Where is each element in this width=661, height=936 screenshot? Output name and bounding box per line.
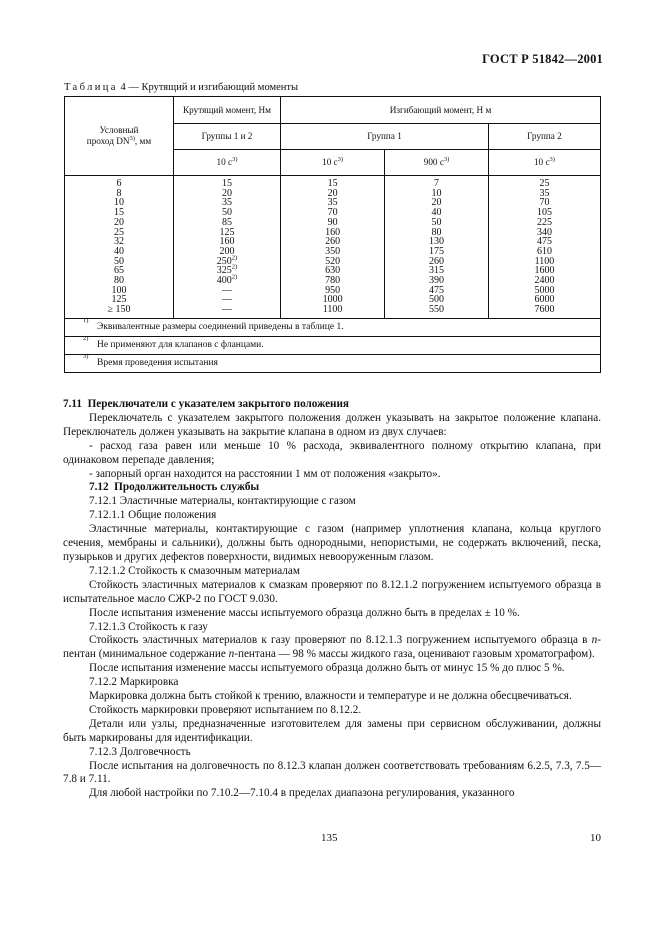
table-row (65, 305, 601, 318)
dn-cell-value: 20 (113, 216, 124, 228)
group2-10s-cell-value: 6000 (534, 294, 555, 306)
duration-10s-label: 10 с (533, 157, 550, 167)
group1-10s-cell-value: 160 (325, 226, 341, 238)
group1-10s-cell-value: 1000 (322, 294, 343, 306)
subsection-heading: 7.12.3 Долговечность (89, 745, 191, 758)
group-2-header: Группа 2 (488, 124, 600, 150)
dn-cell-value: 125 (111, 294, 127, 306)
group2-10s-cell-value: 105 (536, 207, 552, 219)
section-7-11-number: 7.11 (63, 398, 82, 410)
group1-10s-cell-value: 950 (325, 284, 341, 296)
duration-header-g2-10 (488, 150, 600, 176)
subsection-heading: 7.12.2 Маркировка (89, 676, 179, 689)
footer-right-number: 10 (590, 832, 601, 844)
footnote-ref: 2) (231, 254, 238, 262)
duration-sup: 3) (337, 155, 344, 163)
italic-n: n (591, 634, 598, 647)
group2-10s-cell-value: 35 (539, 187, 550, 199)
torque-cell-value: 85 (222, 216, 232, 228)
note-text: Не применяют для клапанов с фланцами. (97, 339, 264, 350)
group2-10s-cell-value: 610 (536, 245, 552, 257)
paragraph-part: -пентана — 98 % массы жидкого газа, оценивают газовым хроматографом). (234, 648, 595, 661)
torque-cell-value: 160 (219, 236, 235, 248)
duration-sup: 3) (549, 155, 555, 163)
torque-cell-value: 200 (219, 245, 235, 257)
page-number: 135 (321, 832, 338, 844)
group2-10s-cell-value: 7600 (534, 304, 555, 316)
group2-10s-cell-value: 475 (536, 236, 552, 248)
paragraph: - расход газа равен или меньше 10 % расхода, эквивалентного полному открытию клапана, при одинаковом перепаде давления; (63, 439, 601, 466)
group1-900s-cell-value: 315 (429, 265, 445, 277)
section-7-11-title: Переключатели с указателем закрытого положения (87, 398, 349, 410)
group2-10s-cell-value: 340 (536, 226, 552, 238)
dn-cell-value: 8 (116, 187, 122, 199)
dn-cell-value: ≥ 150 (107, 304, 131, 316)
section-text (63, 398, 601, 801)
subsection-heading: 7.12.1.2 Стойкость к смазочным материалам (89, 564, 300, 577)
group2-10s-cell (488, 305, 600, 318)
group2-10s-cell-value: 2400 (534, 275, 555, 287)
group1-900s-cell-value: 500 (429, 294, 445, 306)
section-7-12-number: 7.12 (89, 481, 109, 494)
group1-10s-cell-value: 70 (327, 207, 338, 219)
dn-cell-value: 6 (116, 178, 122, 189)
group1-900s-cell-value: 80 (431, 226, 442, 238)
note-text: Эквивалентные размеры соединений приведены в таблице 1. (97, 321, 344, 332)
table-caption (64, 82, 298, 93)
dn-header-line2: проход DN (86, 136, 130, 146)
torque-cell-value: 325 (216, 265, 232, 277)
italic-n: n (228, 648, 235, 661)
torque-cell-value: 50 (222, 207, 232, 219)
torque-cell-value: 250 (216, 255, 232, 267)
group1-900s-cell-value: 7 (434, 178, 440, 189)
paragraph: Стойкость эластичных материалов к смазкам проверяют по 8.12.1.2 погружением испытуемого образца в испытательное масло СЖР-2 по ГОСТ 9.030. (63, 578, 601, 605)
dn-cell-value: 65 (113, 265, 124, 277)
group1-900s-cell-value: 50 (431, 216, 442, 228)
torque-cell-value: 35 (222, 197, 232, 209)
group1-900s-cell-value: 550 (429, 304, 445, 316)
group1-900s-cell (385, 305, 489, 318)
dn-cell-value: 15 (113, 207, 124, 219)
duration-sup: 3) (443, 155, 450, 163)
section-7-11-heading (63, 398, 601, 412)
subsection-heading: 7.12.1.1 Общие положения (89, 509, 217, 522)
group1-900s-cell-value: 10 (431, 187, 442, 199)
group1-900s-cell-value: 130 (429, 236, 445, 248)
group1-10s-cell-value: 350 (325, 245, 341, 257)
torque-cell-value: — (222, 294, 232, 306)
note-text: Время проведения испытания (97, 357, 218, 368)
paragraph: После испытания на долговечность по 8.12.3 клапан должен соответствовать требованиям 6.2.5, 7.3, 7.5—7.8 и 7.11. (63, 759, 601, 786)
paragraph: Стойкость маркировки проверяют испытанием по 8.12.2. (89, 703, 362, 716)
group1-10s-cell-value: 520 (325, 255, 341, 267)
torque-cell-value: 400 (216, 275, 232, 287)
group1-900s-cell-value: 175 (429, 245, 445, 257)
table-note-row (65, 336, 601, 354)
paragraph (63, 634, 601, 662)
duration-header-g1-10 (281, 150, 385, 176)
dn-cell (65, 305, 174, 318)
paragraph: После испытания изменение массы испытуемого образца должно быть от минус 15 % до плюс 5 %. (89, 662, 565, 675)
table-note: 3) Время проведения испытания (65, 354, 601, 372)
dn-cell-value: 40 (113, 245, 124, 257)
group2-10s-cell-value: 1600 (534, 265, 555, 277)
torque-cell (173, 305, 280, 318)
torque-cell-value: 15 (222, 178, 232, 189)
duration-10s-label: 10 с (216, 157, 233, 167)
paragraph: Детали или узлы, предназначенные изготовителем для замены при сервисном обслуживании, должны быть маркированы для идентификации. (63, 717, 601, 744)
group2-10s-cell-value: 5000 (534, 284, 555, 296)
dn-header-unit: , мм (134, 136, 152, 146)
table-note: 2) Не применяют для клапанов с фланцами. (65, 336, 601, 354)
paragraph: Переключатель с указателем закрытого положения должен указывать на закрытое положение клапана. Переключатель должен указывать на закрытие клапана в одном из двух случаев: (63, 411, 601, 438)
group2-10s-cell-value: 25 (539, 178, 550, 189)
group1-10s-cell-value: 1100 (322, 304, 343, 316)
table-note: 1) Эквивалентные размеры соединений приведены в таблице 1. (65, 318, 601, 336)
subsection-heading: 7.12.1 Эластичные материалы, контактирующие с газом (89, 495, 356, 508)
torque-cell-value: 20 (222, 187, 232, 199)
group1-10s-cell-value: 780 (325, 275, 341, 287)
duration-sup: 3) (232, 155, 238, 163)
paragraph-part: -пентан (минимальное содержание (63, 634, 601, 661)
torque-cell-value: 125 (219, 226, 235, 238)
table-note-row (65, 318, 601, 336)
dn-cell-value: 25 (113, 226, 124, 238)
group2-10s-cell-value: 70 (539, 197, 550, 209)
dn-cell-value: 32 (113, 236, 124, 248)
group1-10s-cell-value: 630 (325, 265, 341, 277)
duration-900s-label: 900 с (423, 157, 444, 167)
group1-900s-cell-value: 20 (431, 197, 442, 209)
duration-header-torque (173, 150, 280, 176)
torque-cell-value: — (222, 284, 232, 296)
footnote-ref: 2) (231, 273, 238, 281)
group1-10s-cell-value: 260 (325, 236, 341, 248)
group1-10s-cell-value: 35 (327, 197, 338, 209)
table-caption-prefix: Таблица (64, 82, 118, 93)
paragraph: Эластичные материалы, контактирующие с газом (например уплотнения клапана, кольца круглого сечения, мембраны и сальники), должны быть однородными, непористыми, не содержать включений, песка, пузырьков и других дефектов поверхности, видимых невооруженным глазом. (63, 523, 601, 563)
groups-1-2-header: Группы 1 и 2 (173, 124, 280, 150)
section-7-12-title: Продолжительность службы (114, 481, 260, 494)
standard-header: ГОСТ Р 51842—2001 (482, 52, 603, 66)
group1-10s-cell-value: 90 (327, 216, 338, 228)
group2-10s-cell-value: 1100 (534, 255, 555, 267)
group-1-header: Группа 1 (281, 124, 489, 150)
paragraph: После испытания изменение массы испытуемого образца должно быть в пределах ± 10 %. (89, 606, 520, 619)
table-caption-rest: 4 — Крутящий и изгибающий моменты (120, 82, 299, 93)
table-notes (65, 318, 601, 372)
table-note-row (65, 354, 601, 372)
dn-header-sup: 3) (129, 134, 135, 142)
group1-900s-cell-value: 260 (429, 255, 445, 267)
dn-cell-value: 10 (113, 197, 124, 209)
paragraph: Маркировка должна быть стойкой к трению, влажности и температуре и не должна обесцвечиваться. (89, 690, 572, 703)
footnote-ref: 2) (231, 264, 238, 271)
duration-header-g1-900 (385, 150, 489, 176)
paragraph: Для любой настройки по 7.10.2—7.10.4 в пределах диапазона регулирования, указанного (89, 787, 515, 800)
dn-cell-value: 50 (113, 255, 124, 267)
duration-10s-label: 10 с (322, 157, 338, 167)
group1-10s-cell (281, 305, 385, 318)
bending-column-header: Изгибающий момент, Н м (281, 97, 601, 124)
group1-10s-cell-value: 20 (327, 187, 338, 199)
torque-cell-value: — (222, 304, 232, 316)
dn-column-header (65, 97, 174, 176)
dn-cell-value: 100 (111, 284, 127, 296)
group1-10s-cell-value: 15 (327, 178, 338, 189)
group1-900s-cell-value: 390 (429, 275, 445, 287)
section-7-12-heading (89, 481, 601, 495)
torque-column-header: Крутящий момент, Нм (173, 97, 280, 124)
dn-header-line1: Условный (99, 125, 139, 135)
group1-900s-cell-value: 475 (429, 284, 445, 296)
subsection-heading: 7.12.1.3 Стойкость к газу (89, 620, 208, 633)
paragraph: - запорный орган находится на расстоянии 1 мм от положения «закрыто». (89, 467, 441, 480)
dn-cell-value: 80 (113, 275, 124, 287)
paragraph-part: Стойкость эластичных материалов к газу проверяют по 8.12.1.3 погружением испытуемого образца в (89, 634, 592, 647)
table-body (65, 176, 601, 319)
group2-10s-cell-value: 225 (536, 216, 552, 228)
torque-table (64, 96, 601, 373)
group1-900s-cell-value: 40 (431, 207, 442, 219)
